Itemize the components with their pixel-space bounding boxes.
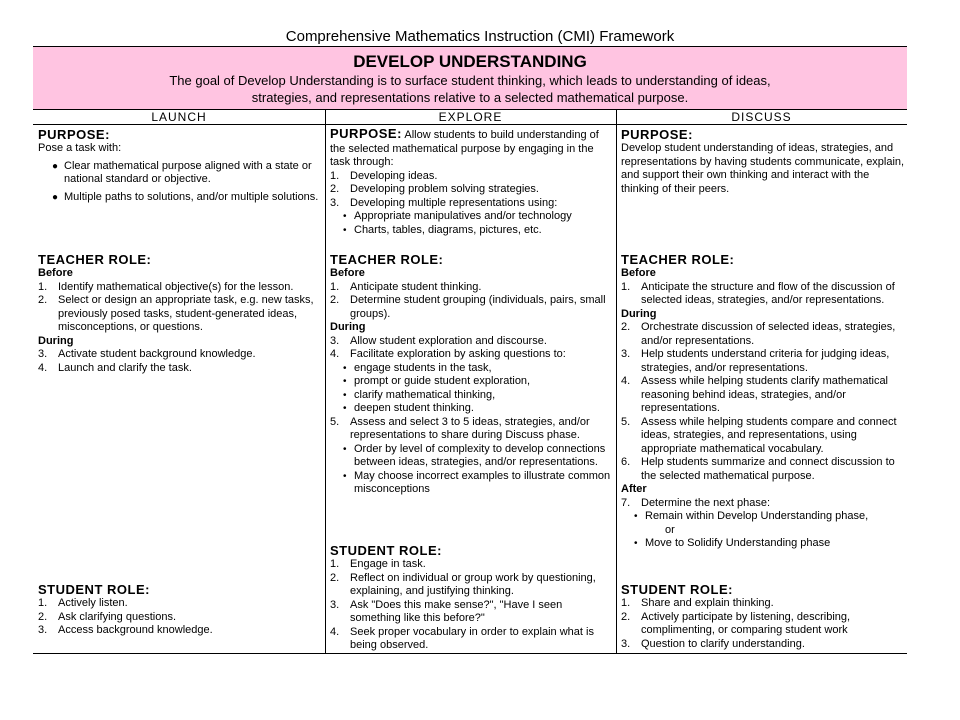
- list-item: 7. Determine the next phase:: [621, 496, 771, 509]
- list-item: 4. Assess while helping students clarify mathematical reasoning behind ideas, strategies, and/or representations.: [621, 375, 889, 414]
- discuss-after-list: [621, 497, 906, 511]
- explore-before-label: Before: [330, 267, 365, 279]
- list-item: 2. Orchestrate discussion of selected ideas, strategies, and/or representations.: [621, 321, 896, 347]
- list-item: 1. Developing ideas.: [330, 169, 438, 182]
- list-item: ● Clear mathematical purpose aligned with a state or national standard or objective.: [52, 159, 312, 185]
- bullet-icon: •: [343, 470, 347, 482]
- launch-purpose-intro: Pose a task with:: [38, 142, 122, 154]
- list-item: • Move to Solidify Understanding phase: [634, 537, 831, 549]
- discuss-purpose-heading: PURPOSE:: [621, 127, 693, 142]
- bullet-icon: •: [634, 511, 638, 522]
- list-item: • Charts, tables, diagrams, pictures, etc.: [343, 223, 542, 236]
- explore-student-list: [330, 558, 615, 653]
- list-item: 1. Anticipate the structure and flow of the discussion of selected ideas, strategies, and/or representations.: [621, 280, 895, 306]
- discuss-before-list: [621, 281, 906, 308]
- list-item: 1. Share and explain thinking.: [621, 597, 774, 609]
- list-item: 3. Allow student exploration and discourse.: [330, 334, 547, 347]
- framework-table: [33, 46, 907, 654]
- discuss-next-phase-list: [621, 510, 906, 551]
- list-item: 3. Ask "Does this make sense?", "Have I seen something like this before?": [330, 598, 563, 624]
- explore-during-label: During: [330, 321, 366, 333]
- explore-purpose-text: Allow students to build understanding of the selected mathematical purpose by engaging in the task through:: [330, 129, 599, 168]
- list-item: • engage students in the task,: [343, 361, 492, 374]
- launch-purpose-heading: PURPOSE:: [38, 127, 110, 142]
- list-item: 2. Ask clarifying questions.: [38, 610, 176, 623]
- bullet-icon: •: [343, 211, 347, 222]
- column-divider: [616, 110, 617, 654]
- bullet-icon: •: [343, 403, 347, 414]
- launch-before-label: Before: [38, 267, 73, 279]
- list-item: 2. Determine student grouping (individuals, pairs, small groups).: [330, 294, 606, 320]
- bullet-icon: ●: [52, 191, 59, 203]
- bullet-icon: •: [343, 443, 347, 455]
- launch-purpose-section: [38, 127, 323, 206]
- column-header-discuss: DISCUSS: [616, 110, 907, 125]
- discuss-purpose-text: Develop student understanding of ideas, strategies, and representations by having students communicate, explain, and support their own thinking and interact with the thinking of their peers.: [621, 142, 905, 195]
- explore-purpose-list: [330, 170, 615, 211]
- list-item: 2. Actively participate by listening, describing, complimenting, or comparing student work: [621, 610, 851, 636]
- list-item: 5. Assess and select 3 to 5 ideas, strategies, and/or representations to share during Discuss phase.: [330, 415, 590, 441]
- document-title: Comprehensive Mathematics Instruction (CMI) Framework: [285, 28, 675, 45]
- discuss-teacher-role-section: [621, 252, 906, 551]
- list-item: or: [665, 523, 675, 536]
- explore-teacher-role-section: [330, 252, 615, 497]
- discuss-student-role-section: [621, 582, 906, 651]
- list-item: 1. Engage in task.: [330, 558, 426, 570]
- list-item: • clarify mathematical thinking,: [343, 388, 496, 401]
- explore-student-role-section: [330, 543, 615, 653]
- explore-teacher-role-heading: TEACHER ROLE:: [330, 252, 444, 267]
- launch-teacher-role-section: [38, 252, 323, 375]
- explore-assess-bullets: [330, 443, 615, 497]
- discuss-student-list: [621, 597, 906, 651]
- list-item: • deepen student thinking.: [343, 402, 474, 414]
- explore-facilitate-list: [330, 362, 615, 416]
- explore-representation-list: [330, 210, 615, 237]
- explore-before-list: [330, 281, 615, 322]
- banner-title: DEVELOP UNDERSTANDING: [353, 52, 587, 71]
- banner-goal-line-1: The goal of Develop Understanding is to surface student thinking, which leads to understanding of ideas,: [169, 73, 771, 88]
- develop-understanding-banner: [33, 47, 907, 110]
- list-item: 1. Actively listen.: [38, 597, 128, 609]
- explore-purpose-section: [330, 127, 615, 237]
- bullet-icon: •: [343, 376, 347, 387]
- explore-student-role-heading: STUDENT ROLE:: [330, 543, 442, 558]
- discuss-before-label: Before: [621, 267, 656, 279]
- list-item: 3. Developing multiple representations using:: [330, 196, 558, 209]
- bullet-icon: •: [634, 538, 638, 549]
- bullet-icon: •: [343, 224, 347, 236]
- explore-during-list: [330, 335, 615, 362]
- list-item: 2. Select or design an appropriate task, e.g. new tasks, previously posed tasks, student-generated ideas, misconceptions, or questions.: [38, 294, 314, 333]
- list-item: 4. Launch and clarify the task.: [38, 361, 192, 374]
- discuss-teacher-role-heading: TEACHER ROLE:: [621, 252, 735, 267]
- launch-student-list: [38, 597, 323, 638]
- column-divider: [325, 110, 326, 654]
- launch-teacher-role-heading: TEACHER ROLE:: [38, 252, 152, 267]
- list-item: 2. Reflect on individual or group work by questioning, explaining, and justifying thinking.: [330, 571, 596, 597]
- list-item: • Remain within Develop Understanding phase,: [634, 510, 869, 522]
- list-item: • prompt or guide student exploration,: [343, 375, 531, 387]
- explore-assess-list: [330, 416, 615, 443]
- launch-purpose-list: [38, 160, 323, 205]
- bullet-icon: ●: [52, 160, 59, 172]
- list-item: 3. Help students understand criteria for judging ideas, strategies, and/or representations.: [621, 348, 890, 374]
- list-item: • Appropriate manipulatives and/or technology: [343, 210, 572, 222]
- launch-during-label: During: [38, 334, 74, 347]
- discuss-during-list: [621, 321, 906, 483]
- discuss-during-label: During: [621, 307, 657, 320]
- discuss-student-role-heading: STUDENT ROLE:: [621, 582, 733, 597]
- column-header-launch: LAUNCH: [33, 110, 325, 125]
- list-item: 1. Anticipate student thinking.: [330, 280, 482, 293]
- explore-purpose-heading: PURPOSE:: [330, 126, 402, 141]
- list-item: • May choose incorrect examples to illustrate common misconceptions: [343, 469, 611, 495]
- launch-student-role-heading: STUDENT ROLE:: [38, 582, 150, 597]
- list-item: 5. Assess while helping students compare and connect ideas, strategies, and representations, using appropriate mathematical vocabulary.: [621, 415, 897, 455]
- banner-goal-line-2: strategies, and representations relative to a selected mathematical purpose.: [251, 90, 689, 105]
- discuss-after-label: After: [621, 483, 647, 495]
- list-item: 4. Seek proper vocabulary in order to explain what is being observed.: [330, 625, 594, 651]
- list-item: 2. Developing problem solving strategies.: [330, 183, 539, 195]
- launch-before-list: [38, 281, 323, 335]
- launch-student-role-section: [38, 582, 323, 638]
- list-item: ● Multiple paths to solutions, and/or multiple solutions.: [52, 190, 319, 203]
- list-item: 6. Help students summarize and connect discussion to the selected mathematical purpose.: [621, 456, 895, 482]
- launch-during-list: [38, 348, 323, 375]
- list-item: 1. Identify mathematical objective(s) for the lesson.: [38, 280, 294, 293]
- list-item: 3. Activate student background knowledge.: [38, 348, 256, 360]
- list-item: 3. Question to clarify understanding.: [621, 637, 805, 650]
- column-header-explore: EXPLORE: [325, 110, 616, 125]
- discuss-purpose-section: [621, 127, 906, 196]
- list-item: 3. Access background knowledge.: [38, 624, 213, 636]
- list-item: 4. Facilitate exploration by asking questions to:: [330, 348, 566, 360]
- bullet-icon: •: [343, 362, 347, 374]
- list-item: • Order by level of complexity to develop connections between ideas, strategies, and/or representations.: [343, 442, 606, 468]
- bullet-icon: •: [343, 389, 347, 401]
